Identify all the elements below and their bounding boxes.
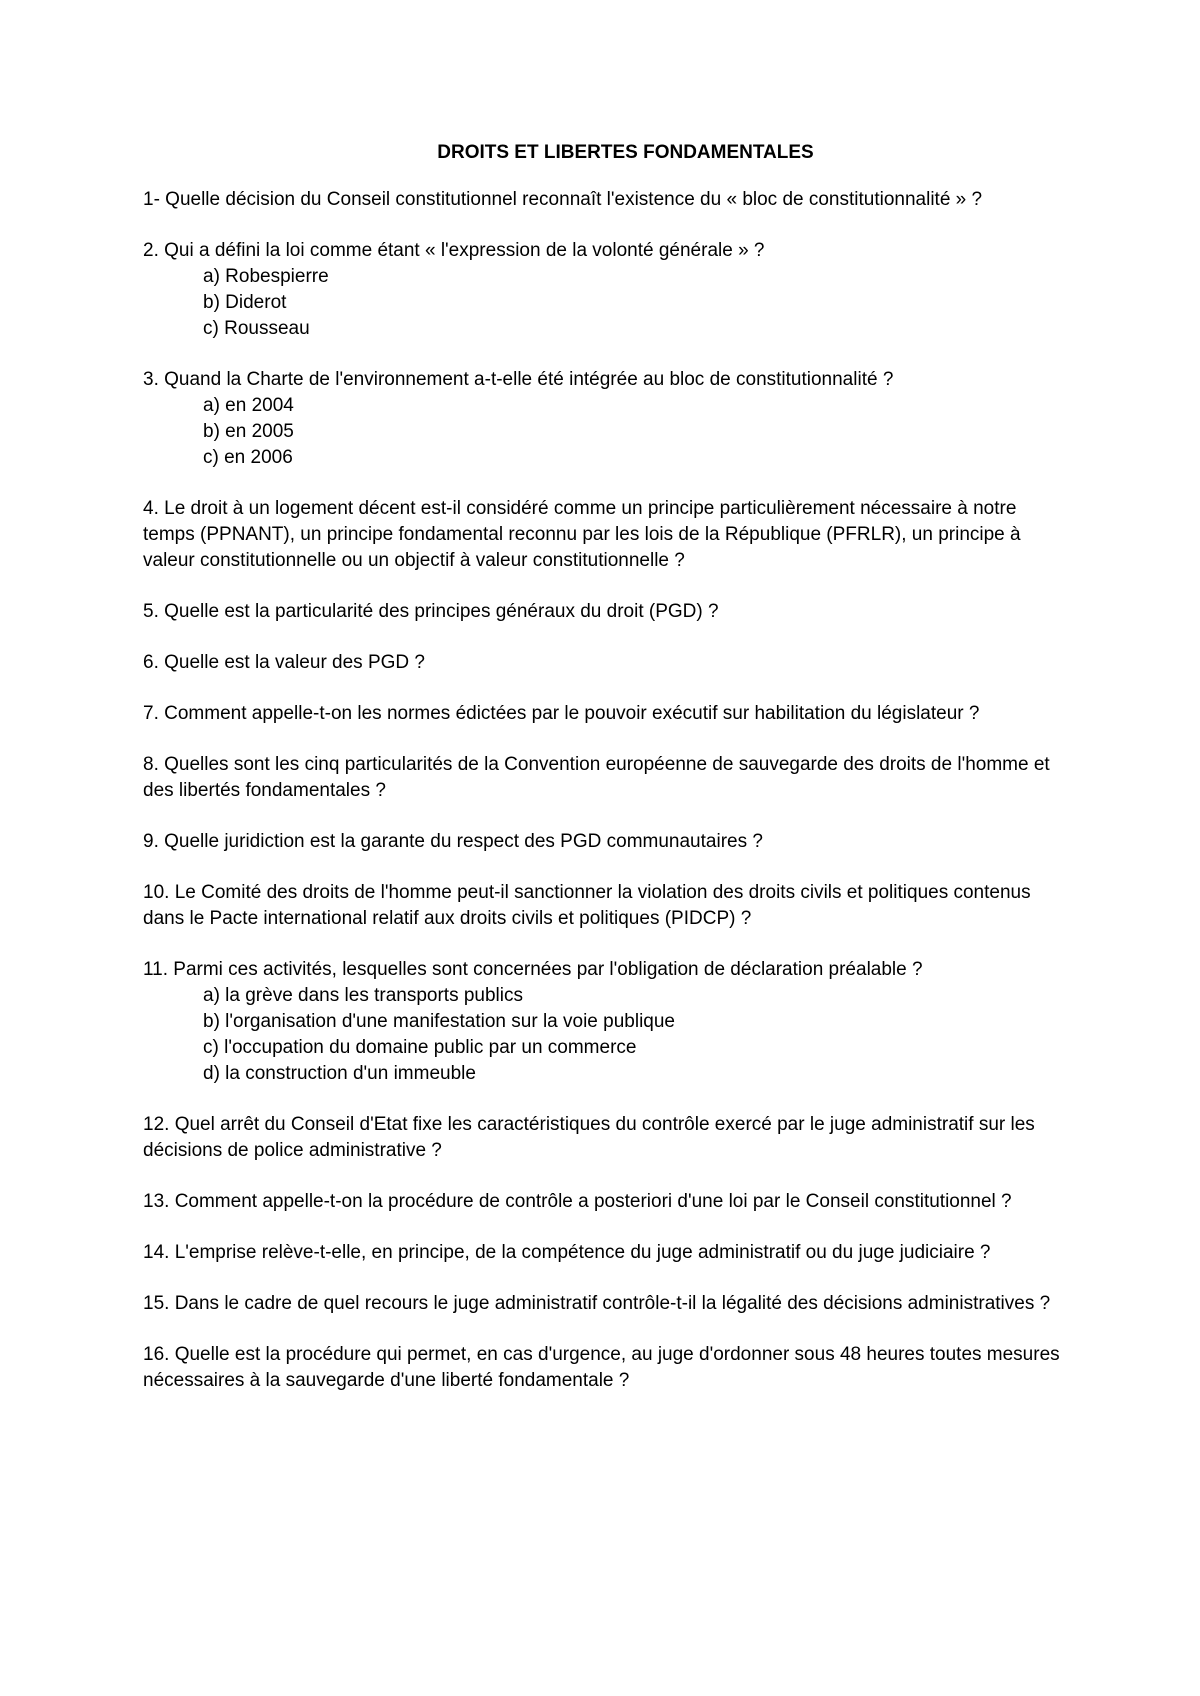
question-text: 9. Quelle juridiction est la garante du respect des PGD communautaires ? <box>143 831 763 852</box>
question-item <box>143 701 1073 727</box>
question-item <box>143 238 1073 342</box>
answer-option: b) Diderot <box>203 292 287 313</box>
answer-options <box>143 983 1073 1087</box>
answer-option: c) Rousseau <box>203 318 310 339</box>
question-item <box>143 1291 1073 1317</box>
question-item <box>143 1342 1073 1394</box>
question-text: 2. Qui a défini la loi comme étant « l'expression de la volonté générale » ? <box>143 240 765 261</box>
question-item <box>143 829 1073 855</box>
question-text: 4. Le droit à un logement décent est-il considéré comme un principe particulièrement nécessaire à notre temps (PPNANT), un principe fondamental reconnu par les lois de la République (PFRLR), un principe à valeur constitutionnelle ou un objectif à valeur constitutionnelle ? <box>143 498 1021 571</box>
question-text: 10. Le Comité des droits de l'homme peut-il sanctionner la violation des droits civils et politiques contenus dans le Pacte international relatif aux droits civils et politiques (PIDCP) ? <box>143 882 1031 929</box>
question-item <box>143 1240 1073 1266</box>
question-text: 5. Quelle est la particularité des principes généraux du droit (PGD) ? <box>143 601 719 622</box>
question-item <box>143 496 1073 574</box>
question-list <box>143 187 1073 1394</box>
answer-option: a) Robespierre <box>203 266 329 287</box>
answer-option: b) l'organisation d'une manifestation sur la voie publique <box>203 1011 675 1032</box>
question-text: 1- Quelle décision du Conseil constitutionnel reconnaît l'existence du « bloc de constitutionnalité » ? <box>143 189 983 210</box>
answer-option: b) en 2005 <box>203 421 294 442</box>
answer-option: d) la construction d'un immeuble <box>203 1063 476 1084</box>
question-text: 11. Parmi ces activités, lesquelles sont concernées par l'obligation de déclaration préalable ? <box>143 959 923 980</box>
question-text: 7. Comment appelle-t-on les normes édictées par le pouvoir exécutif sur habilitation du législateur ? <box>143 703 980 724</box>
question-item <box>143 367 1073 471</box>
question-text: 14. L'emprise relève-t-elle, en principe, de la compétence du juge administratif ou du juge judiciaire ? <box>143 1242 991 1263</box>
question-text: 8. Quelles sont les cinq particularités de la Convention européenne de sauvegarde des droits de l'homme et des libertés fondamentales ? <box>143 754 1050 801</box>
question-item <box>143 650 1073 676</box>
question-item <box>143 752 1073 804</box>
question-text: 13. Comment appelle-t-on la procédure de contrôle a posteriori d'une loi par le Conseil constitutionnel ? <box>143 1191 1012 1212</box>
answer-options <box>143 264 1073 342</box>
question-text: 6. Quelle est la valeur des PGD ? <box>143 652 425 673</box>
question-item <box>143 957 1073 1087</box>
question-text: 12. Quel arrêt du Conseil d'Etat fixe les caractéristiques du contrôle exercé par le juge administratif sur les décisions de police administrative ? <box>143 1114 1035 1161</box>
answer-option: a) la grève dans les transports publics <box>203 985 523 1006</box>
question-item <box>143 599 1073 625</box>
answer-options <box>143 393 1073 471</box>
document-title: DROITS ET LIBERTES FONDAMENTALES <box>437 142 814 163</box>
question-item <box>143 1112 1073 1164</box>
question-item <box>143 187 1073 213</box>
document-page <box>143 140 1073 1419</box>
answer-option: c) en 2006 <box>203 447 293 468</box>
question-text: 16. Quelle est la procédure qui permet, en cas d'urgence, au juge d'ordonner sous 48 heures toutes mesures nécessaires à la sauvegarde d'une liberté fondamentale ? <box>143 1344 1060 1391</box>
question-item <box>143 880 1073 932</box>
question-text: 15. Dans le cadre de quel recours le juge administratif contrôle-t-il la légalité des décisions administratives ? <box>143 1293 1051 1314</box>
question-item <box>143 1189 1073 1215</box>
answer-option: c) l'occupation du domaine public par un commerce <box>203 1037 637 1058</box>
question-text: 3. Quand la Charte de l'environnement a-t-elle été intégrée au bloc de constitutionnalité ? <box>143 369 894 390</box>
answer-option: a) en 2004 <box>203 395 294 416</box>
